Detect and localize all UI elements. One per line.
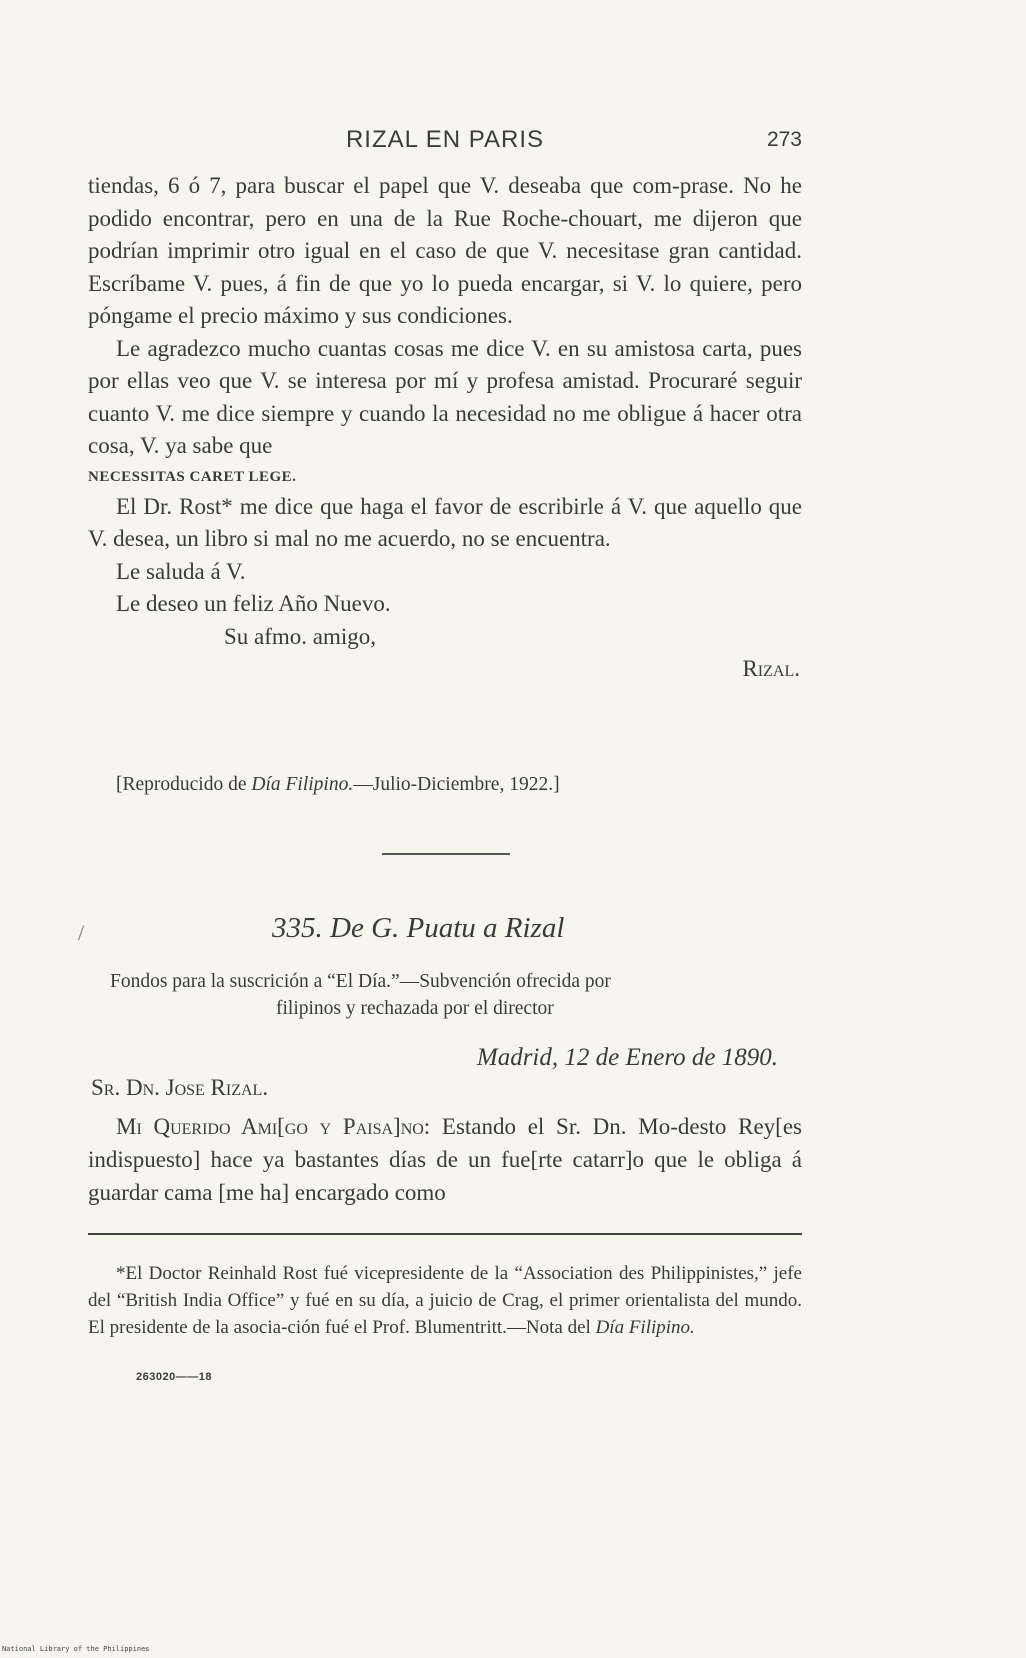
closing-greeting: Le saluda á V. [116,558,246,584]
repro-suffix: —Julio-Diciembre, 1922.] [353,774,560,795]
addressee: Sr. Dn. Jose Rizal. [91,1075,269,1100]
footnote-rule [88,1233,802,1235]
letter-paragraph-1: tiendas, 6 ó 7, para buscar el papel que V. deseaba que com-prase. No he podido encontrar, pero en una de la Rue Roche-chouart, me dijeron que podrían imprimir otro igual en el caso de que V. necesitase gran cantidad. Escríbame V. pues, á fin de que yo lo pueda encargar, si V. lo quiere, pero póngame el precio máximo y sus condiciones. [88,173,802,328]
printer-signature-code: 263020——18 [136,1371,212,1383]
running-title: RIZAL EN PARIS [345,126,545,153]
stray-pencil-mark: / [78,920,85,945]
letter-body-text: Estando el Sr. Dn. Mo-desto Rey[es indispuesto] hace ya bastantes días de un fue[rte catarr]o que le obliga á guardar cama [me ha] encargado como [88,1114,802,1205]
dateline: Madrid, 12 de Enero de 1890. [476,1044,778,1071]
letter-summary [110,968,790,1022]
reproduction-note [116,774,560,796]
summary-line-1: Fondos para la suscrición a “El Día.”—Subvención ofrecida por [110,971,611,992]
salutation: Mi Querido Ami[go y Paisa]no: [116,1114,431,1139]
latin-maxim: NECESSITAS CARET LEGE. [88,468,297,485]
letter-paragraph-2: Le agradezco mucho cuantas cosas me dice V. en su amistosa carta, pues por ellas veo que V. se interesa por mí y profesa amistad. Procuraré seguir cuanto V. me dice siempre y cuando la necesidad no me obligue á hacer otra cosa, V. ya sabe que [88,335,802,458]
footnote [88,1260,802,1341]
summary-line-2: filipinos y rechazada por el director [276,998,554,1019]
library-credit: National Library of the Philippines [2,1645,150,1653]
signature-rizal: Rizal. [742,656,800,681]
section-divider [382,853,510,855]
page-number: 273 [766,128,802,151]
running-header [88,126,802,160]
letter-body [88,1110,802,1209]
footnote-text: *El Doctor Reinhald Rost fué vicepresidente de la “Association des Philippinistes,” jefe del “British India Office” y fué en su día, a juicio de Crag, el primer orientalista del mundo. El presidente de la asocia-ción fué el Prof. Blumentritt.—Nota del [88,1263,802,1338]
letter-continuation [88,170,802,686]
footnote-source: Día Filipino. [595,1317,695,1338]
closing-friend: Su afmo. amigo, [224,623,377,649]
letter-heading: 335. De G. Puatu a Rizal [272,912,565,944]
repro-prefix: [Reproducido de [116,774,252,795]
repro-source: Día Filipino. [251,774,354,795]
letter-paragraph-3: El Dr. Rost* me dice que haga el favor de escribirle á V. que aquello que V. desea, un libro si mal no me acuerdo, no se encuentra. [88,493,802,551]
closing-new-year: Le deseo un feliz Año Nuevo. [116,591,391,616]
